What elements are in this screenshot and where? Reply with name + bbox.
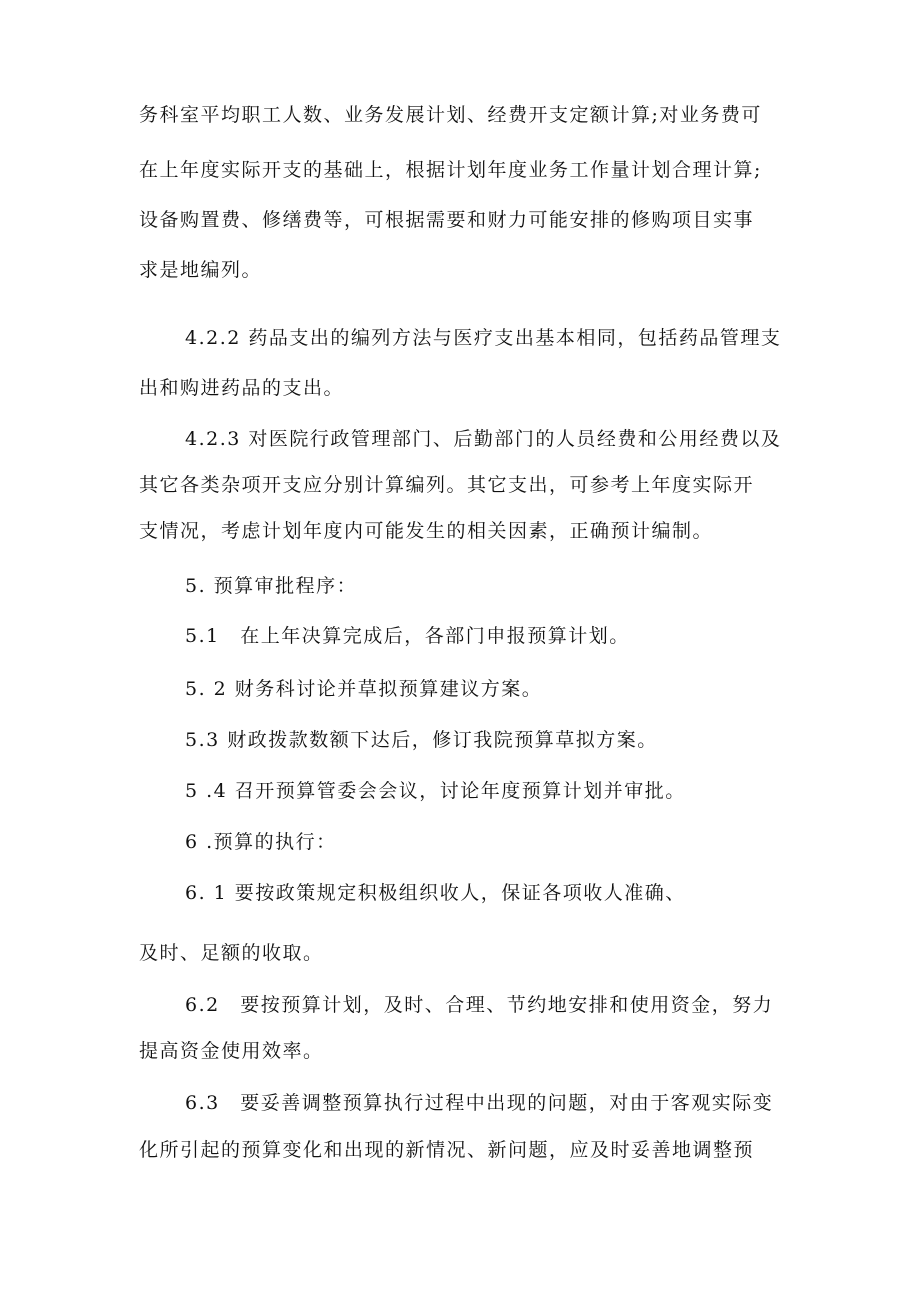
text-line-18: 6.2 要按预算计划，及时、合理、节约地安排和使用资金，努力 xyxy=(185,994,774,1016)
text-line-19: 提高资金使用效率。 xyxy=(139,1040,324,1062)
text-line-9: 支情况，考虑计划年度内可能发生的相关因素，正确预计编制。 xyxy=(139,520,714,542)
text-line-1: 务科室平均职工人数、业务发展计划、经费开支定额计算;对业务费可 xyxy=(139,104,762,126)
text-line-6: 出和购进药品的支出。 xyxy=(139,377,345,399)
text-line-11: 5.1 在上年决算完成后，各部门申报预算计划。 xyxy=(185,625,630,647)
text-line-4: 求是地编列。 xyxy=(139,259,263,281)
text-line-3: 设备购置费、修缮费等，可根据需要和财力可能安排的修购项目实事 xyxy=(139,209,755,231)
text-line-20: 6.3 要妥善调整预算执行过程中出现的问题，对由于客观实际变 xyxy=(185,1092,774,1114)
text-line-15: 6 .预算的执行： xyxy=(185,831,337,853)
text-line-2: 在上年度实际开支的基础上，根据计划年度业务工作量计划合理计算; xyxy=(139,159,762,181)
text-line-16: 6. 1 要按政策规定积极组织收人，保证各项收人准确、 xyxy=(185,882,686,904)
text-line-13: 5.3 财政拨款数额下达后，修订我院预算草拟方案。 xyxy=(185,729,658,751)
text-line-5: 4.2.2 药品支出的编列方法与医疗支出基本相同，包括药品管理支 xyxy=(185,327,782,349)
text-line-21: 化所引起的预算变化和出现的新情况、新问题，应及时妥善地调整预 xyxy=(139,1139,755,1161)
text-line-10: 5. 预算审批程序： xyxy=(185,575,358,597)
text-line-7: 4.2.3 对医院行政管理部门、后勤部门的人员经费和公用经费以及 xyxy=(185,428,782,450)
text-line-14: 5 .4 召开预算管委会会议，讨论年度预算计划并审批。 xyxy=(185,780,686,802)
text-line-8: 其它各类杂项开支应分别计算编列。其它支出，可参考上年度实际开 xyxy=(139,474,755,496)
text-line-17: 及时、足额的收取。 xyxy=(139,942,324,964)
text-line-12: 5. 2 财务科讨论并草拟预算建议方案。 xyxy=(185,678,543,700)
